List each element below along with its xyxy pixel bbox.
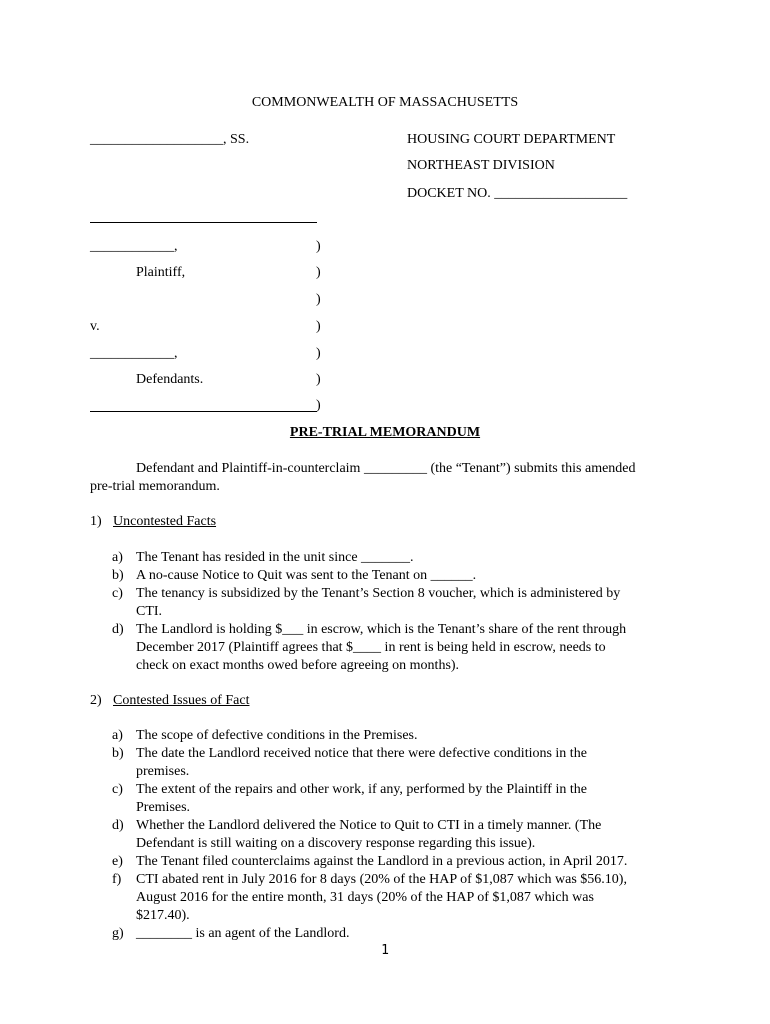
item-line: CTI abated rent in July 2016 for 8 days (20% of the HAP of $1,087 which was $56.10), — [136, 872, 627, 887]
intro-line-2: pre-trial memorandum. — [90, 479, 220, 494]
item-line: The Tenant filed counterclaims against the Landlord in a previous action, in April 2017. — [136, 854, 628, 869]
caption-paren: ) — [316, 265, 321, 280]
uncontested-facts-list — [112, 549, 672, 675]
item-line: The Landlord is holding $___ in escrow, which is the Tenant’s share of the rent through — [136, 622, 627, 637]
list-item — [112, 781, 672, 817]
item-line: CTI. — [136, 604, 163, 619]
defendant-label: Defendants. — [136, 372, 204, 387]
item-marker: c) — [112, 782, 123, 797]
list-item — [112, 549, 672, 567]
section-heading-uncontested-facts: Uncontested Facts — [113, 514, 217, 529]
plaintiff-label: Plaintiff, — [136, 265, 186, 280]
list-item — [112, 817, 672, 853]
item-marker: e) — [112, 854, 123, 869]
item-line: The extent of the repairs and other work, if any, performed by the Plaintiff in the — [136, 782, 587, 797]
section-heading-contested-issues: Contested Issues of Fact — [113, 693, 250, 708]
section-number: 1) — [90, 514, 102, 529]
item-line: ________ is an agent of the Landlord. — [136, 926, 350, 941]
county-line: ___________________, SS. — [90, 132, 250, 147]
court-name: HOUSING COURT DEPARTMENT — [407, 132, 616, 147]
caption-paren: ) — [316, 372, 321, 387]
item-marker: a) — [112, 728, 123, 743]
list-item — [112, 853, 672, 871]
caption-paren: ) — [316, 292, 321, 307]
caption-top-rule — [90, 222, 317, 223]
list-item — [112, 925, 672, 943]
plaintiff-name-blank: ____________, — [90, 239, 178, 254]
caption-paren: ) — [316, 239, 321, 254]
item-line: August 2016 for the entire month, 31 days (20% of the HAP of $1,087 which was — [136, 890, 594, 905]
item-marker: d) — [112, 622, 124, 637]
commonwealth-heading: COMMONWEALTH OF MASSACHUSETTS — [251, 95, 519, 110]
item-line: The Tenant has resided in the unit since _______. — [136, 550, 414, 565]
caption-paren: ) — [316, 319, 321, 334]
list-item — [112, 567, 672, 585]
item-line: The scope of defective conditions in the Premises. — [136, 728, 418, 743]
item-marker: b) — [112, 746, 124, 761]
docket-number: DOCKET NO. ___________________ — [407, 186, 628, 201]
defendant-name-blank: ____________, — [90, 346, 178, 361]
versus-label: v. — [90, 319, 100, 334]
item-line: check on exact months owed before agreeing on months). — [136, 658, 460, 673]
caption-paren: ) — [316, 398, 321, 413]
caption-bottom-rule — [90, 411, 317, 412]
item-line: A no-cause Notice to Quit was sent to the Tenant on ______. — [136, 568, 477, 583]
item-line: The date the Landlord received notice that there were defective conditions in the — [136, 746, 587, 761]
item-line: December 2017 (Plaintiff agrees that $____ in rent is being held in escrow, needs to — [136, 640, 606, 655]
item-marker: b) — [112, 568, 124, 583]
list-item — [112, 745, 672, 781]
list-item — [112, 727, 672, 745]
item-marker: f) — [112, 872, 122, 887]
intro-line-1: Defendant and Plaintiff-in-counterclaim _________ (the “Tenant”) submits this amended — [136, 461, 636, 476]
item-line: Defendant is still waiting on a discovery response regarding this issue). — [136, 836, 536, 851]
item-marker: d) — [112, 818, 124, 833]
section-number: 2) — [90, 693, 102, 708]
contested-issues-list — [112, 727, 672, 943]
list-item — [112, 621, 672, 675]
caption-paren: ) — [316, 346, 321, 361]
document-title: PRE-TRIAL MEMORANDUM — [289, 425, 481, 440]
item-line: The tenancy is subsidized by the Tenant’s Section 8 voucher, which is administered by — [136, 586, 621, 601]
item-line: Whether the Landlord delivered the Notice to Quit to CTI in a timely manner. (The — [136, 818, 602, 833]
item-marker: g) — [112, 926, 124, 941]
division-name: NORTHEAST DIVISION — [407, 158, 555, 173]
item-line: $217.40). — [136, 908, 190, 923]
list-item — [112, 871, 672, 925]
item-marker: a) — [112, 550, 123, 565]
page-number: 1 — [381, 943, 389, 958]
item-marker: c) — [112, 586, 123, 601]
list-item — [112, 585, 672, 621]
item-line: premises. — [136, 764, 190, 779]
item-line: Premises. — [136, 800, 191, 815]
